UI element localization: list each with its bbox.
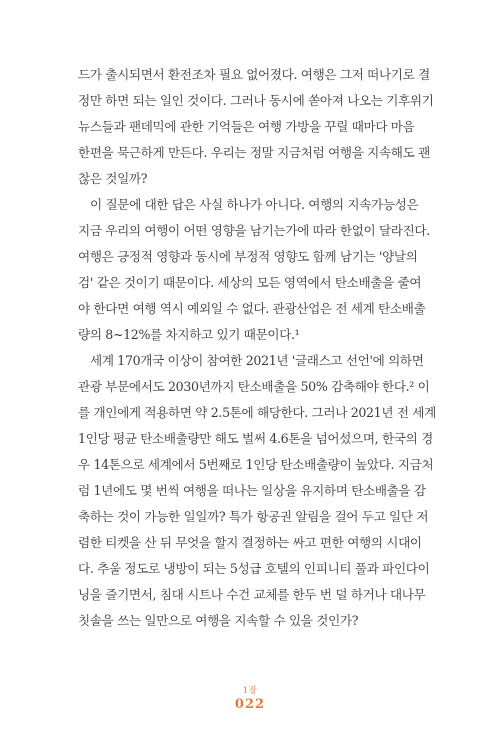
text-line: 정만 하면 되는 일인 것이다. 그러나 동시에 쏟아져 나오는 기후위기 <box>78 93 434 108</box>
body-text <box>78 62 436 634</box>
text-line: 축하는 것이 가능한 일일까? 특가 항공권 알림을 걸어 두고 일단 저 <box>78 509 429 524</box>
text-line: 지금 우리의 여행이 어떤 영향을 남기는가에 따라 한없이 달라진다. <box>78 223 430 238</box>
text-line: 우 14톤으로 세계에서 5번째로 1인당 탄소배출량이 높았다. 지금처 <box>78 457 434 472</box>
text-line: 야 한다면 여행 역시 예외일 수 없다. 관광산업은 전 세계 탄소배출 <box>78 301 426 316</box>
text-line: 뉴스들과 팬데믹에 관한 기억들은 여행 가방을 꾸릴 때마다 마음 <box>78 119 415 134</box>
text-line: 1인당 평균 탄소배출량만 해도 벌써 4.6톤을 넘어섰으며, 한국의 경 <box>78 431 433 446</box>
text-line: 량의 8~12%를 차지하고 있기 때문이다.¹ <box>78 327 300 342</box>
text-line: 드가 출시되면서 환전조차 필요 없어졌다. 여행은 그저 떠나기로 결 <box>78 67 430 82</box>
page-number: 022 <box>234 697 266 712</box>
text-line: 여행은 긍정적 영향과 동시에 부정적 영향도 함께 남기는 '양날의 <box>78 249 418 264</box>
text-line: 칫솔을 쓰는 일만으로 여행을 지속할 수 있을 것인가? <box>78 613 359 628</box>
text-line: 다. 추울 정도로 냉방이 되는 5성급 호텔의 인피니티 풀과 파인다이 <box>78 561 430 576</box>
text-line: 한편을 묵근하게 만든다. 우리는 정말 지금처럼 여행을 지속해도 괜 <box>78 145 430 160</box>
text-line-indented: 이 질문에 대한 답은 사실 하나가 아니다. 여행의 지속가능성은 <box>90 197 419 212</box>
chapter-label: 1장 <box>242 686 258 696</box>
text-line: 관광 부문에서도 2030년까지 탄소배출을 50% 감축해야 한다.² 이 <box>78 379 430 394</box>
text-line: 찮은 것일까? <box>78 171 148 186</box>
text-line: 닝을 즐기면서, 침대 시트나 수건 교체를 한두 번 덜 하거나 대나무 <box>78 587 426 602</box>
text-line: 렴한 티켓을 산 뒤 무엇을 할지 결정하는 싸고 편한 여행의 시대이 <box>78 535 422 550</box>
text-line: 검' 같은 것이기 때문이다. 세상의 모든 영역에서 탄소배출을 줄여 <box>78 275 422 290</box>
text-line: 럼 1년에도 몇 번씩 여행을 떠나는 일상을 유지하며 탄소배출을 감 <box>78 483 426 498</box>
text-line: 를 개인에게 적용하면 약 2.5톤에 해당한다. 그러나 2021년 전 세계 <box>78 405 436 420</box>
text-line-indented: 세계 170개국 이상이 참여한 2021년 '글래스고 선언'에 의하면 <box>90 353 424 368</box>
